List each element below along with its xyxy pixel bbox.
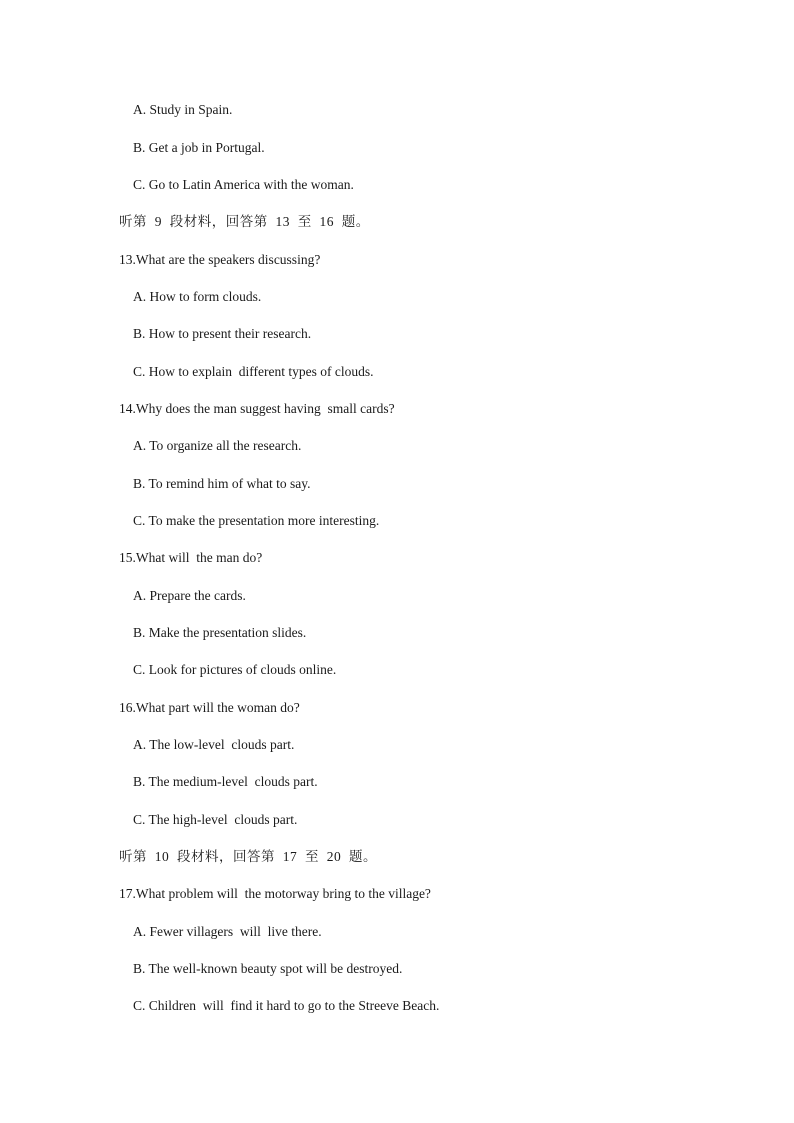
question-17-option-a: A. Fewer villagers will live there.: [133, 924, 322, 939]
question-13-option-c: C. How to explain different types of clouds.: [133, 364, 374, 379]
question-16-option-b: B. The medium-level clouds part.: [133, 774, 318, 789]
option-c-latin-america: C. Go to Latin America with the woman.: [133, 177, 354, 192]
question-15-option-b: B. Make the presentation slides.: [133, 625, 307, 640]
section-heading-material-9: 听第 9 段材料，回答第 13 至 16 题。: [119, 214, 370, 229]
question-16: 16.What part will the woman do?: [119, 700, 300, 715]
question-17: 17.What problem will the motorway bring to the village?: [119, 886, 431, 901]
question-15-option-a: A. Prepare the cards.: [133, 588, 246, 603]
question-14: 14.Why does the man suggest having small cards?: [119, 401, 395, 416]
option-a-study-in-spain: A. Study in Spain.: [133, 102, 233, 117]
question-13: 13.What are the speakers discussing?: [119, 252, 321, 267]
question-13-option-b: B. How to present their research.: [133, 326, 312, 341]
question-17-option-b: B. The well-known beauty spot will be destroyed.: [133, 961, 403, 976]
option-b-job-in-portugal: B. Get a job in Portugal.: [133, 140, 265, 155]
question-16-option-a: A. The low-level clouds part.: [133, 737, 295, 752]
question-14-option-a: A. To organize all the research.: [133, 438, 302, 453]
section-heading-material-10: 听第 10 段材料，回答第 17 至 20 题。: [119, 849, 377, 864]
question-14-option-b: B. To remind him of what to say.: [133, 476, 311, 491]
question-17-option-c: C. Children will find it hard to go to the Streeve Beach.: [133, 998, 440, 1013]
question-14-option-c: C. To make the presentation more interesting.: [133, 513, 380, 528]
question-16-option-c: C. The high-level clouds part.: [133, 812, 298, 827]
question-15-option-c: C. Look for pictures of clouds online.: [133, 662, 337, 677]
question-13-option-a: A. How to form clouds.: [133, 289, 262, 304]
question-15: 15.What will the man do?: [119, 550, 263, 565]
